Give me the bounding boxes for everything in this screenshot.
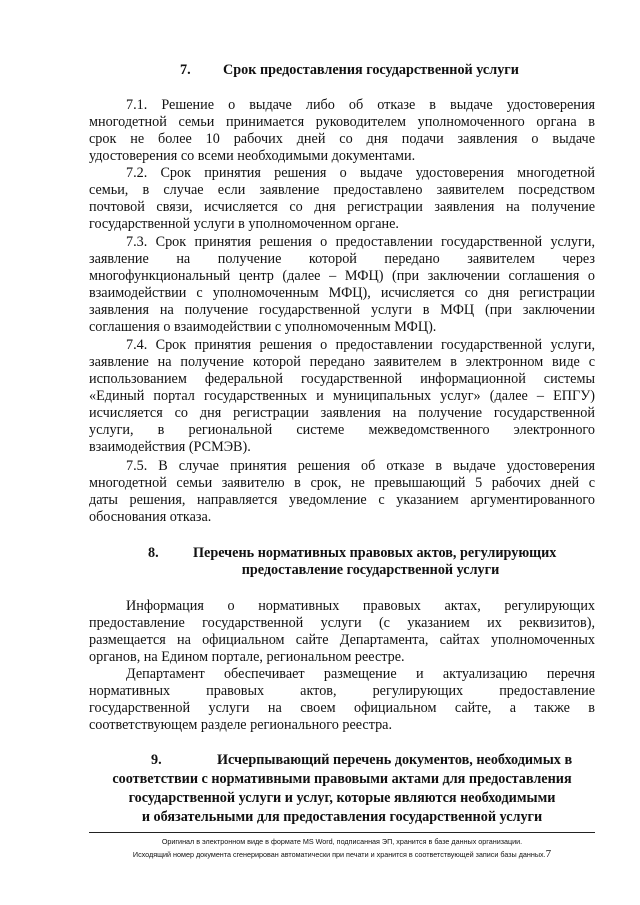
section-9-number: 9. [151, 752, 162, 768]
paragraph-7-4 [89, 337, 595, 456]
text-line: многодетной семьи заявителю в срок, не превышающий 5 рабочих дней с [89, 475, 595, 491]
text-line: использованием федеральной государственной информационной системы [89, 371, 595, 387]
text-line: государственной услуги в уполномоченном органе. [89, 216, 399, 232]
section-7-title: Срок предоставления государственной услуги [223, 62, 519, 78]
paragraph-8-1 [89, 598, 595, 666]
text-line: соответствующем разделе регионального реестра. [89, 717, 393, 733]
section-8-title-line-1: Перечень нормативных правовых актов, регулирующих [193, 545, 557, 561]
text-line: 7.2. Срок принятия решения о выдаче удостоверения многодетной [126, 165, 595, 181]
text-line: «Единый портал государственных и муниципальных услуг» (далее – ЕПГУ) [89, 388, 595, 404]
text-line: 7.3. Срок принятия решения о предоставлении государственной услуги, [126, 234, 595, 250]
text-line: многодетной семьи принимается руководителем уполномоченного органа в [89, 114, 595, 130]
text-line: соглашения о взаимодействии с уполномоченным МФЦ). [89, 319, 437, 335]
text-line: Департамент обеспечивает размещение и актуализацию перечня [126, 666, 595, 682]
text-line: даты решения, направляется уведомление с указанием аргументированного [89, 492, 595, 508]
text-line: 7.4. Срок принятия решения о предоставлении государственной услуги, [126, 337, 595, 353]
text-line: заявление на получение которой передано заявителем в электронном виде с [89, 354, 595, 370]
section-9-title-line-1: Исчерпывающий перечень документов, необходимых в [217, 752, 573, 768]
text-line: взаимодействия (РСМЭВ). [89, 439, 251, 455]
paragraph-7-5 [89, 458, 595, 526]
section-9-title-line-2: соответствии с нормативными правовыми актами для предоставления [112, 771, 572, 787]
text-line: услуги, в региональной системе межведомственного электронного [89, 422, 595, 438]
text-line: исчисляется со дня регистрации заявления на получение государственной [89, 405, 595, 421]
text-line: органов, на Едином портале, региональном реестре. [89, 649, 405, 665]
paragraph-7-3 [89, 234, 595, 336]
text-line: заявления на получение государственной услуги в МФЦ (при заключении [89, 302, 595, 318]
section-7-number: 7. [180, 62, 191, 78]
section-9-title-line-4: и обязательными для предоставления государственной услуги [141, 809, 543, 825]
text-line: обоснования отказа. [89, 509, 212, 525]
text-line: предоставление государственной услуги (с указанием их реквизитов), [89, 615, 595, 631]
text-line: взаимодействии с уполномоченным МФЦ), исчисляется со дня регистрации [89, 285, 595, 301]
page-number: 7 [545, 848, 552, 860]
paragraph-7-2 [89, 165, 595, 233]
section-8-title-line-2: предоставление государственной услуги [241, 562, 500, 578]
text-line: 7.1. Решение о выдаче либо об отказе в выдаче удостоверения [126, 97, 595, 113]
section-7-heading [180, 62, 600, 79]
footer-divider [89, 832, 595, 833]
section-8-number: 8. [148, 545, 159, 561]
text-line: удостоверения со всеми необходимыми документами. [89, 148, 416, 164]
text-line: Информация о нормативных правовых актах, регулирующих [126, 598, 595, 614]
text-line: государственной услуги на своем официальном сайте, а также в [89, 700, 595, 716]
text-line: семьи, в случае если заявление предоставлено заявителем посредством [89, 182, 595, 198]
footer [89, 835, 595, 861]
paragraph-7-1 [89, 97, 595, 165]
text-line: заявление на получение которой передано заявителем через [89, 251, 595, 267]
text-line: нормативных правовых актов, регулирующих предоставление [89, 683, 595, 699]
text-line: 7.5. В случае принятия решения об отказе в выдаче удостоверения [126, 458, 595, 474]
text-line: почтовой связи, исчисляется со дня регистрации заявления на получение [89, 199, 595, 215]
text-line: размещается на официальном сайте Департамента, сайтах уполномоченных [89, 632, 595, 648]
section-9-title-line-3: государственной услуги и услуг, которые являются необходимыми [128, 790, 556, 806]
footer-line-2 [89, 848, 595, 861]
paragraph-8-2 [89, 666, 595, 734]
footer-line-1: Оригинал в электронном виде в формате MS Word, подписанная ЭП, хранится в базе данных организации. [161, 837, 523, 846]
footer-line-2-text: Исходящий номер документа сгенерирован автоматически при печати и хранится в соответствующей записи базы данных. [132, 850, 546, 859]
text-line: многофункциональный центр (далее – МФЦ) (при заключении соглашения о [89, 268, 595, 284]
text-line: срок не более 10 рабочих дней со дня подачи заявления о выдаче [89, 131, 595, 147]
